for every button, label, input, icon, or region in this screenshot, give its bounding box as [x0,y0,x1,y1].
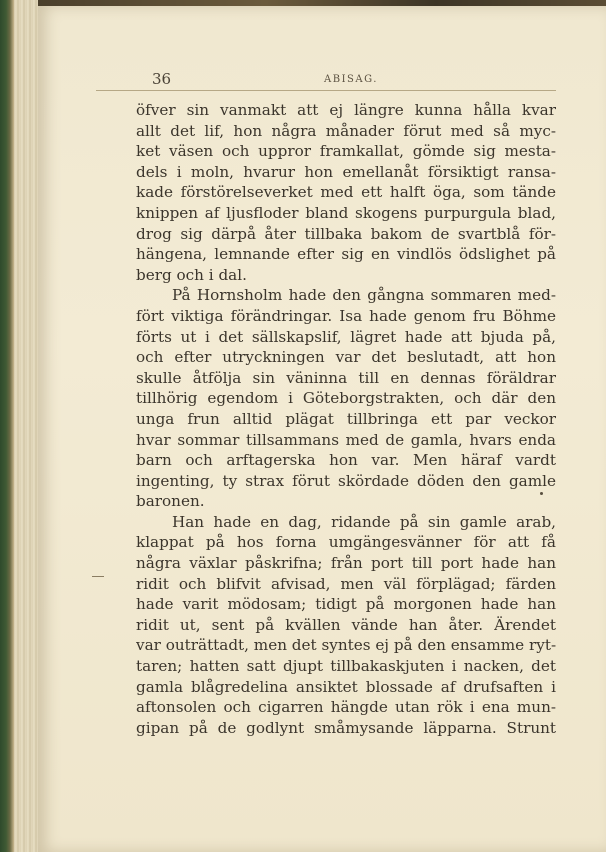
text-line: drog sig därpå åter tillbaka bakom de svartblå för- [136,224,556,243]
text-line: knippen af ljusfloder bland skogens purpurgula blad, [136,203,556,222]
paragraph [136,285,556,512]
text-line: unga frun alltid plägat tillbringa ett par veckor [136,409,556,428]
text-line: hade varit mödosam; tidigt på morgonen hade han [136,595,556,614]
paragraph [136,512,556,739]
body-text [136,100,556,738]
text-line: baronen. [136,492,205,511]
text-line: ridit ut, sent på kvällen vände han åter. Ärendet [136,615,556,634]
text-line: dels i moln, hvarur hon emellanåt försiktigt ransa- [136,162,556,181]
text-line: tillhörig egendom i Göteborgstrakten, och där den [136,389,556,408]
margin-mark [92,576,104,577]
text-line: kade förstörelseverket med ett halft öga, som tände [136,183,556,202]
text-line: hvar sommar tillsammans med de gamla, hvars enda [136,430,556,449]
text-line: fört viktiga förändringar. Isa hade genom fru Böhme [136,306,556,325]
text-line: ridit och blifvit afvisad, men väl förplägad; färden [136,574,556,593]
text-line: aftonsolen och cigarren hängde utan rök i ena mun- [136,698,556,717]
text-line: och efter utryckningen var det beslutadt, att hon [136,348,556,367]
text-line: barn och arftagerska hon var. Men häraf vardt [136,451,556,470]
text-line: På Hornsholm hade den gångna sommaren med- [172,286,556,305]
text-line: gamla blågredelina ansiktet blossade af drufsaften i [136,677,556,696]
text-line: berg och i dal. [136,265,247,284]
text-line: öfver sin vanmakt att ej längre kunna hålla kvar [136,101,556,119]
text-line: gipan på de godlynt småmysande läpparna. Strunt [136,718,556,737]
ink-speck [540,492,543,495]
text-line: förts ut i det sällskapslif, lägret hade att bjuda på, [136,327,556,346]
text-line: skulle åtfölja sin väninna till en dennas föräldrar [136,368,556,387]
running-title: ABISAG. [324,74,378,85]
page-number: 36 [152,70,172,88]
text-line: taren; hatten satt djupt tillbakaskjuten i nacken, det [136,657,556,676]
text-line: ket väsen och uppror framkallat, gömde sig mesta- [136,142,556,161]
text-line: några växlar påskrifna; från port till port hade han [136,554,556,573]
page-header [96,68,556,91]
text-line: var outrättadt, men det syntes ej på den ensamme ryt- [136,636,556,655]
text-line: klappat på hos forna umgängesvänner för att få [136,533,556,552]
paragraph [136,100,556,285]
text-line: ingenting, ty strax förut skördade döden den gamle [136,471,556,490]
text-line: Han hade en dag, ridande på sin gamle arab, [172,512,556,531]
text-line: allt det lif, hon några månader förut med så myc- [136,121,556,140]
text-line: hängena, lemnande efter sig en vindlös ödslighet på [136,245,556,264]
